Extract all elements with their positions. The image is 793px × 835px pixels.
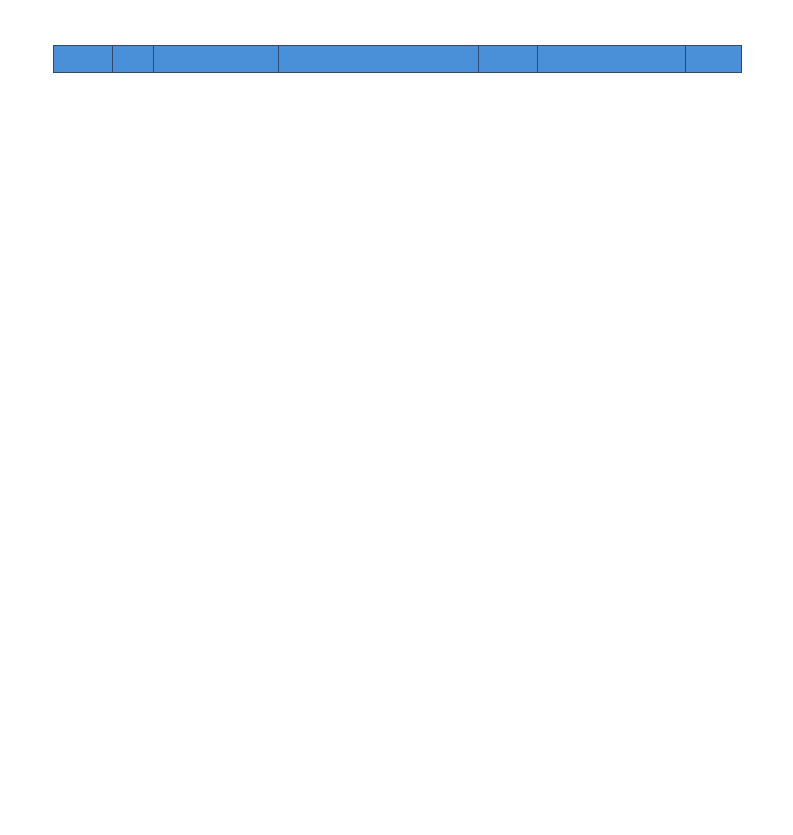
admission-plan-table [53,45,742,73]
column-header-group [54,46,113,73]
column-header-major-name [154,46,279,73]
table-header-row [54,46,742,73]
page-title [0,0,793,21]
column-header-requirement [279,46,479,73]
table-header [54,46,742,73]
column-header-restriction [538,46,686,73]
column-header-major-no [113,46,154,73]
column-header-plan-count [479,46,538,73]
column-header-batch [686,46,742,73]
admission-plan-table-wrap [53,45,741,73]
